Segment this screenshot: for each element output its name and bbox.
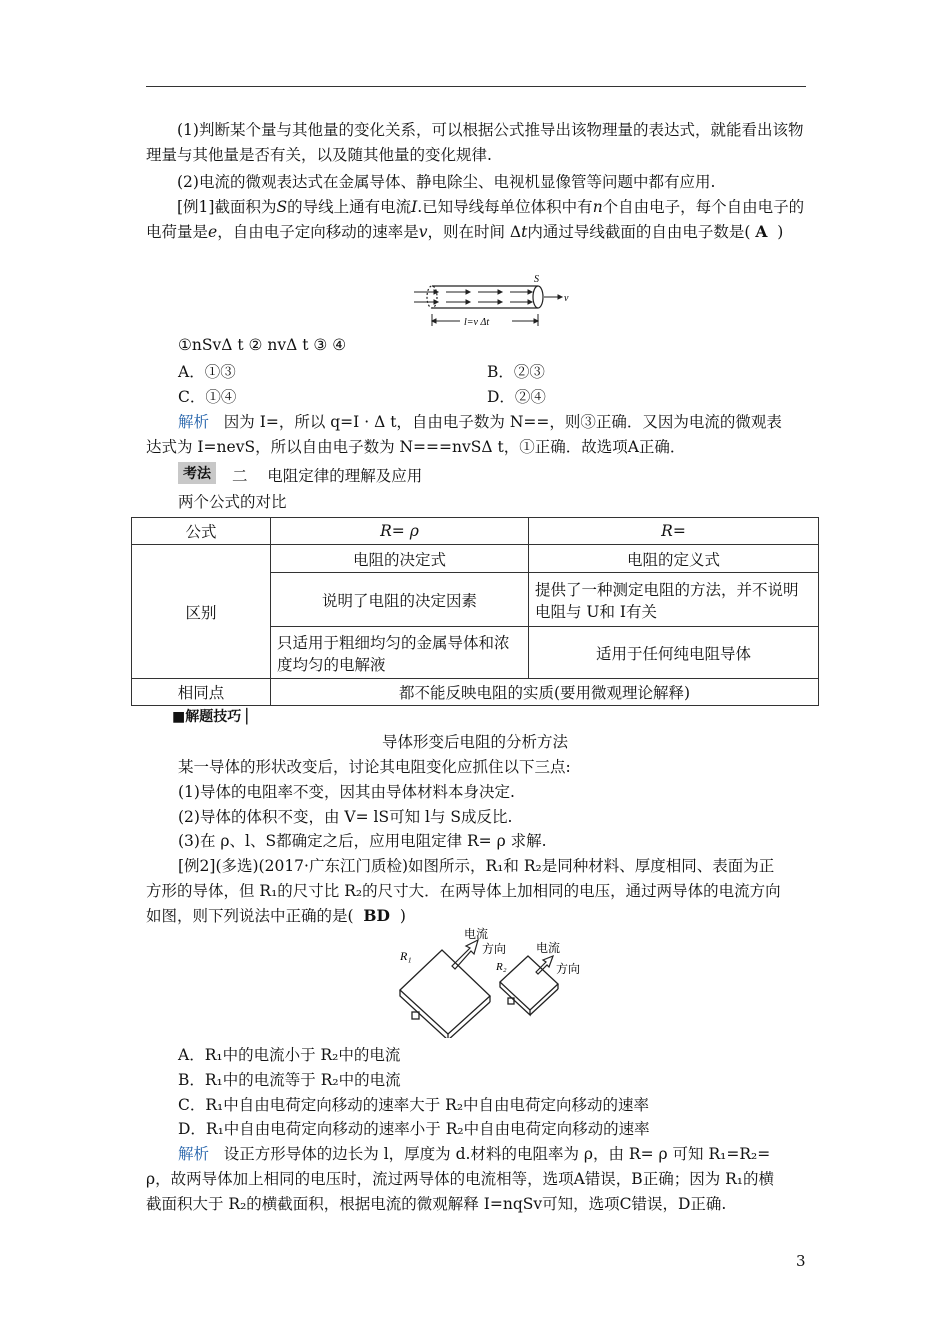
example-2-option-c: C．R₁中自由电荷定向移动的速率大于 R₂中自由电荷定向移动的速率 (178, 1096, 650, 1114)
comparison-table (131, 517, 819, 706)
tips-title: 导体形变后电阻的分析方法 (381, 733, 568, 751)
example-1-option-d: D．②④ (487, 388, 546, 406)
example-1-choices: ①nSvΔ t ② nvΔ t ③ ④ (178, 336, 347, 354)
r1-label: R₁ (400, 949, 412, 963)
table-row-label-same: 相同点 (132, 679, 271, 706)
table-cell: 只适用于粗细均匀的金属导体和浓度均匀的电解液 (271, 627, 529, 679)
table-row-label-difference: 区别 (132, 545, 271, 679)
example-2-solution-line2: ρ，故两导体加上相同的电压时，流过两导体的电流相等，选项A错误，B正确；因为 R₁的横 (146, 1170, 775, 1188)
example-1-option-a: A．①③ (178, 363, 236, 381)
current-2-label-b: 方向 (556, 962, 581, 976)
example-1-option-b: B．②③ (487, 363, 545, 381)
example-1-option-c: C．①④ (178, 388, 237, 406)
example-1-solution-line2: 达式为 I=nevS，所以自由电子数为 N===nvSΔ t，①正确．故选项A正确． (146, 438, 686, 456)
method-tag: 考法 (178, 462, 216, 484)
example-2-solution-line3: 截面积大于 R₂的横截面积，根据电流的微观解释 I=nqSv可知，选项C错误，D正确. (146, 1195, 727, 1213)
r2-label: R₂ (496, 961, 507, 973)
tips-point-3: (3)在 ρ、l、S都确定之后，应用电阻定律 R= ρ 求解. (178, 832, 547, 850)
tips-point-2: (2)导体的体积不变，由 V= lS可知 l与 S成反比. (178, 808, 513, 826)
wire-label-length: l=v Δt (464, 317, 490, 328)
paragraph-1: (1)判断某个量与其他量的变化关系，可以根据公式推导出该物理量的表达式，就能看出该物理量与其他量是否有关，以及随其他量的变化规律. (146, 121, 804, 164)
table-cell: 电阻的决定式 (271, 545, 529, 573)
paragraph-2: (2)电流的微观表达式在金属导体、静电除尘、电视机显像管等问题中都有应用. (177, 173, 716, 191)
example-2-line1: [例2](多选)(2017·广东江门质检)如图所示，R₁和 R₂是同种材料、厚度相同、表面为正 (178, 857, 775, 875)
tips-intro: 某一导体的形状改变后，讨论其电阻变化应抓住以下三点: (178, 758, 571, 776)
wire-label-s: S (534, 274, 539, 285)
example-1-answer: A (755, 221, 768, 241)
example-2-option-d: D．R₁中自由电荷定向移动的速率小于 R₂中自由电荷定向移动的速率 (178, 1120, 650, 1138)
solution-label: 解析 (178, 413, 210, 431)
table-cell: 电阻的定义式 (529, 545, 819, 573)
tips-point-1: (1)导体的电阻率不变，因其由导体材料本身决定. (178, 783, 515, 801)
example-1-question: [例1]截面积为S的导线上通有电流I.已知导线每单位体积中有n个自由电子，每个自由电子的电荷量是e，自由电子定向移动的速率是v，则在时间 Δt内通过导线截面的自由电子数是( A ) (146, 198, 805, 241)
section-subtitle: 两个公式的对比 (178, 493, 287, 511)
table-header-formula: 公式 (132, 518, 271, 545)
conductors-figure (370, 926, 600, 1038)
header-rule (146, 86, 806, 87)
example-2-option-b: B．R₁中的电流等于 R₂中的电流 (178, 1071, 401, 1089)
wire-figure (410, 272, 580, 330)
current-2-label-a: 电流 (536, 941, 561, 955)
section-heading: 二 电阻定律的理解及应用 (232, 467, 423, 485)
table-cell: 提供了一种测定电阻的方法，并不说明电阻与 U和 I有关 (529, 573, 819, 627)
current-1-label-a: 电流 (464, 927, 489, 941)
example-2-line3: 如图，则下列说法中正确的是( BD ) (146, 906, 406, 925)
table-header-r-def: R= (529, 518, 819, 545)
example-1-solution-line1: 解析 因为 I=，所以 q=I · Δ t，自由电子数为 N==，则③正确．又因为电流的微观表 (178, 413, 782, 431)
table-cell: 都不能反映电阻的实质(要用微观理论解释) (271, 679, 819, 706)
current-1-label-b: 方向 (482, 942, 507, 956)
example-2-line2: 方形的导体，但 R₁的尺寸比 R₂的尺寸大．在两导体上加相同的电压，通过两导体的电流方向 (146, 882, 781, 900)
table-cell: 说明了电阻的决定因素 (271, 573, 529, 627)
wire-label-v: v (564, 293, 569, 304)
example-2-option-a: A．R₁中的电流小于 R₂中的电流 (178, 1046, 401, 1064)
table-header-r-rho: R= ρ (271, 518, 529, 545)
example-2-answer: BD (363, 906, 390, 925)
page-number: 3 (796, 1252, 806, 1270)
solution-label: 解析 (178, 1145, 210, 1163)
tips-label: ■解题技巧 ▏ (172, 709, 257, 725)
example-2-solution-line1: 解析 设正方形导体的边长为 l，厚度为 d.材料的电阻率为 ρ，由 R= ρ 可知 R₁=R₂= (178, 1145, 771, 1163)
table-cell: 适用于任何纯电阻导体 (529, 627, 819, 679)
